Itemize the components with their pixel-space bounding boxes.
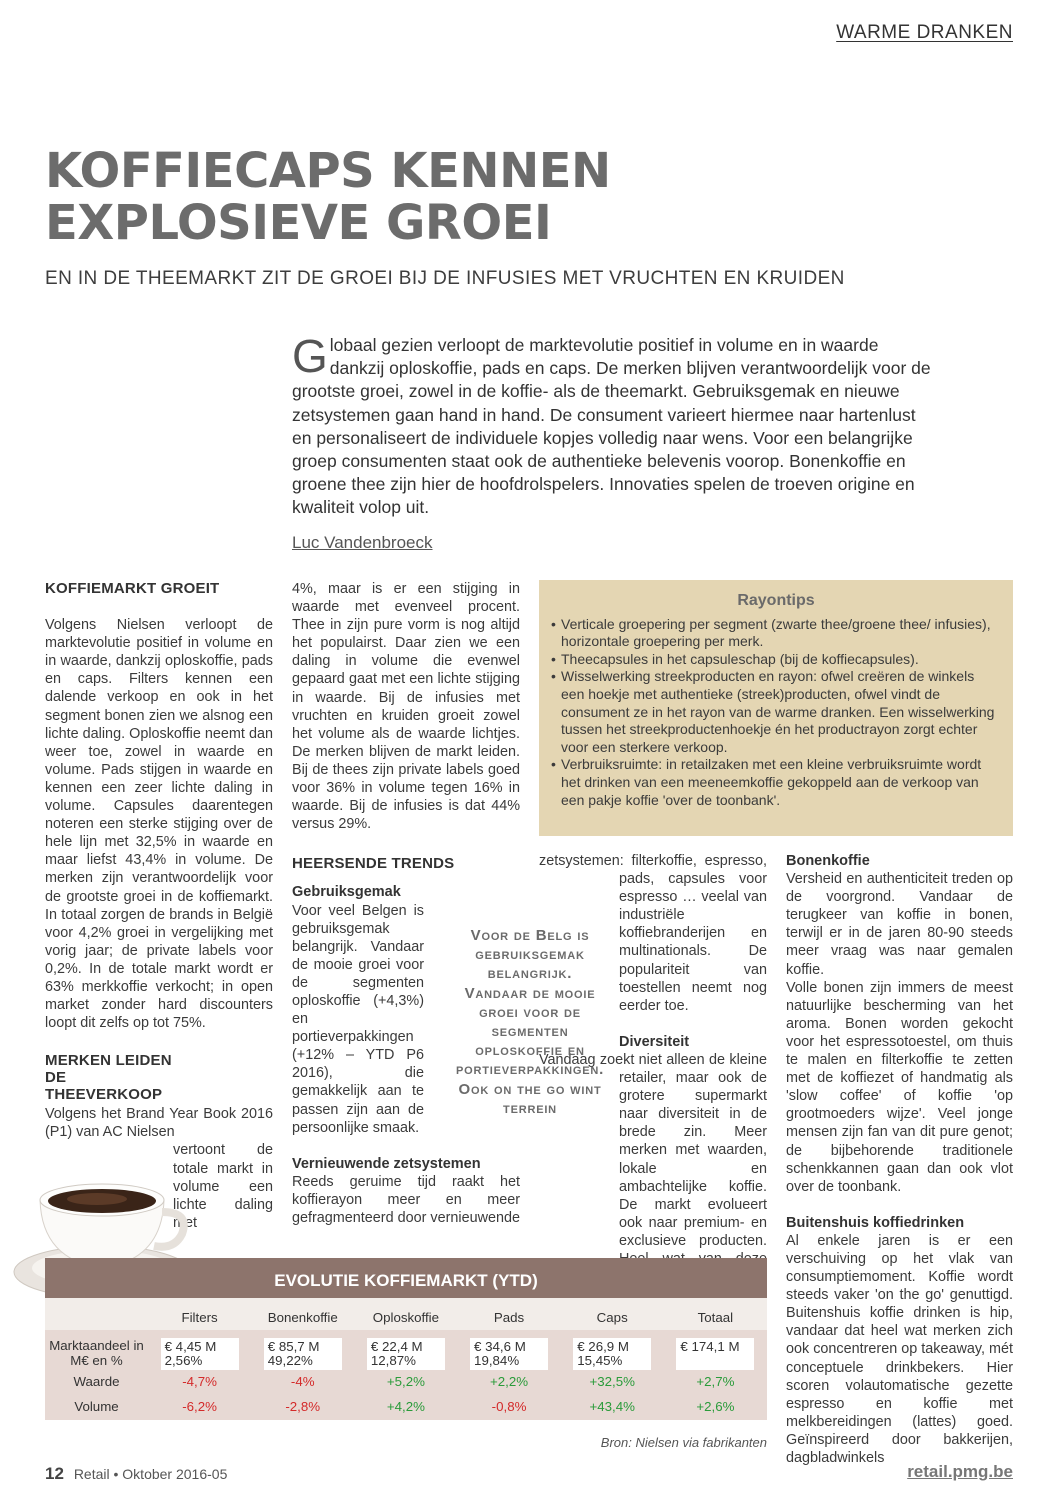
table-cell: -4% [251,1370,354,1395]
table-row [45,1330,767,1370]
footer-left [45,1464,227,1484]
subheading: Vernieuwende zetsystemen [292,1155,481,1172]
column-header: Caps [561,1298,664,1330]
list-item: • Verticale groepering per segment (zwarte thee/groene thee/ infusies), horizontale groepering per merk. [551,616,1001,651]
body-paragraph: Versheid en authenticiteit treden op de voorgrond. Vandaar de terugkeer van koffie in bonen, terwijl er in de jaren 80-90 steeds meer vraag was naar gemalen koffie. [786,871,1013,978]
column-1 [45,580,273,1232]
rayontips-box [539,580,1013,836]
subheading: Buitenshuis koffiedrinken [786,1214,965,1231]
website-link[interactable]: retail.pmg.be [907,1462,1013,1481]
lead-paragraph [292,330,932,520]
title-line-2: EXPLOSIEVE GROEI [45,195,552,251]
column-header: Bonenkoffie [251,1298,354,1330]
table-cell: +43,4% [561,1395,664,1420]
row-label: Volume [45,1395,148,1420]
list-item: • Verbruiksruimte: in retailzaken met een kleine verbruiksruimte wordt het drinken van een meeneemkoffie gekoppeld aan de verkoop van een pakje koffie 'over de toonbank'. [551,756,1001,809]
section-tag: WARME DRANKEN [836,22,1013,43]
rayontips-title: Rayontips [737,592,815,609]
body-paragraph: Vandaag zoekt niet alleen de kleine retailer, maar ook de grotere supermarkt naar diversiteit in de brede zin. Meer merken met waarden, lokale en ambachtelijke koffie. De markt evolueert ook naar premium- en exclusieve producten. [539,1051,767,1249]
table-cell: +2,7% [664,1370,767,1395]
column-header: Filters [148,1298,251,1330]
cell-value: € 22,4 M [370,1339,423,1354]
column-2 [292,580,520,1227]
body-paragraph: Voor veel Belgen is gebruiksgemak belangrijk. Vandaar de mooie groei voor de segmenten oploskoffie (+4,3%) en portieverpakkingen (+12% – YTD P6 2016), die gemakkelijk aan te passen zijn aan de persoonlijke smaak. [292,902,424,1136]
table-cell: -2,8% [251,1395,354,1420]
table-cell: +4,2% [354,1395,457,1420]
column-header: Totaal [664,1298,767,1330]
table-cell: +32,5% [561,1370,664,1395]
cell-percent: 15,45% [577,1353,623,1368]
table-row [45,1370,767,1395]
table-cell [354,1330,457,1370]
table-cell: -4,7% [148,1370,251,1395]
table-title: EVOLUTIE KOFFIEMARKT (YTD) [45,1258,767,1298]
table-cell [664,1330,767,1370]
table-cell: +5,2% [354,1370,457,1395]
body-paragraph: Volgens het Brand Year Book 2016 (P1) van AC Nielsen [45,1106,273,1141]
table-cell: -6,2% [148,1395,251,1420]
coffee-market-table [45,1258,767,1420]
table-cell: +2,6% [664,1395,767,1420]
table-source: Bron: Nielsen via fabrikanten [600,1435,767,1450]
row-label: Waarde [45,1370,148,1395]
body-paragraph: Reeds geruime tijd raakt het koffierayon meer en meer gefragmenteerd door vernieuwende [292,1173,521,1226]
title-line-1: KOFFIECAPS KENNEN [45,143,611,199]
body-paragraph: zetsystemen: filterkoffie, espresso, pads, capsules voor espresso … veelal van industriële koffiebranderijen en multinationals. De populariteit van toestellen neemt nog eerder toe. [539,853,767,1014]
body-paragraph: vertoont de totale markt in volume een lichte daling met [173,1142,273,1231]
table-corner [45,1298,148,1330]
cell-value: € 26,9 M [577,1339,629,1354]
table-cell [148,1330,251,1370]
cell-percent: 49,22% [267,1353,313,1368]
body-paragraph: Volgens Nielsen verloopt de marktevolutie positief in volume en in waarde, dankzij oploskoffie, pads en caps. Filters kennen een dalende verkoop en ook in het segment bonen zien we alsnog een lichte daling. Oploskoffie neemt dan weer toe, zowel in waarde en volume. Pads stijgen in waarde en kennen een zeer lichte daling in volume. Capsules daarentegen noteren een sterke stijging over de hele lijn met 32,5% in waarde en maar liefst 43,4% in volume. De merken zijn verantwoordelijk voor de grootste groei in de koffiemarkt. In totaal zorgen de brands in België voor 4,2% groei in vergelijking met vorig jaar; de private labels voor 0,2%. In de totale markt wordt er 63% merkkoffie verkocht; in open market zonder hard discounters loopt dit zelfs op tot 75%. [45,617,273,1032]
table-cell: +2,2% [457,1370,560,1395]
subtitle: EN IN DE THEEMARKT ZIT DE GROEI BIJ DE INFUSIES MET VRUCHTEN EN KRUIDEN [45,268,845,289]
magazine-issue: Retail • Oktober 2016-05 [73,1466,228,1482]
table-cell [561,1330,664,1370]
column-header: Pads [457,1298,560,1330]
section-heading: KOFFIEMARKT GROEIT [45,580,220,597]
subheading: Gebruiksgemak [292,884,401,901]
section-heading: MERKEN LEIDEN DE THEEVERKOOP [45,1052,172,1104]
list-item: • Wisselwerking streekproducten en rayon: ofwel creëren de winkels een hoekje met authentieke (streek)producten, ofwel vindt de consument ze in het rayon van de warme dranken. Een wisselwerking tussen het streekproductenhoekje én het productrayon zorgt echter voor een sterkere verkoop. [551,668,1001,756]
table-cell: -0,8% [457,1395,560,1420]
page-number: 12 [45,1464,64,1483]
list-item: • Theecapsules in het capsuleschap (bij de koffiecapsules). [551,651,1001,669]
rayontips-list [551,616,1001,810]
section-heading: HEERSENDE TRENDS [292,855,455,873]
page-title [45,145,745,249]
cell-percent: 2,56% [164,1353,203,1368]
cell-value: € 34,6 M [474,1339,526,1354]
subheading: Diversiteit [619,1033,690,1050]
row-label: Marktaandeel in M€ en % [45,1330,148,1370]
subheading: Bonenkoffie [786,853,870,869]
cell-value: € 85,7 M [267,1339,320,1354]
column-header: Oploskoffie [354,1298,457,1330]
drop-cap: G [292,330,328,382]
author-byline: Luc Vandenbroeck [292,533,433,552]
lead-text: lobaal gezien verloopt de marktevolutie positief in volume en in waarde dankzij oploskoffie, pads en caps. De merken blijven verantwoordelijk voor de grootste groei, zowel in de koffie- als de theemarkt. Gebruiksgemak en nieuwe zetsystemen gaan hand in hand. De consument varieert hiermee naar hartenlust en personaliseert de individuele kopjes volledig naar wens. Voor een belangrijke groep consumenten staat ook de authentieke belevenis voorop. Bonenkoffie en groene thee zijn hier de hoofdrolspelers. Innovaties spelen de troeven origine en kwaliteit volop uit. [292,335,931,518]
body-paragraph: Al enkele jaren is er een verschuiving op het vlak van consumptiemoment. Koffie wordt steeds vaker 'on the go' genuttigd. Buitenshuis koffie drinken is hip, vandaar dat heel wat merken zich ook concentreren op takeaway, mét conceptuele drinkbekers. Hier scoren volautomatische gezette espresso en koffie met melkbereidingen (lattes) goed. Geïnspireerd door bakkerijen, dagbladwinkels [786,1232,1013,1466]
table-row [45,1395,767,1420]
body-paragraph: Volle bonen zijn immers de meest natuurlijke bescherming van het aroma. Bonen worden gekocht voor het espressotoestel, om thuis te malen en filterkoffie te zetten met de koffiezet of handmatig als 'slow coffee' of koffie 'op grootmoeders wijze'. Veel jonge mensen zijn fan van dit pure genot; de bijbehorende traditionele schenkkannen gaan dan ook vlot over de toonbank. [786,979,1013,1195]
table-cell [457,1330,560,1370]
cell-value: € 174,1 M [680,1339,740,1354]
cell-value: € 4,45 M [164,1339,217,1354]
cell-percent: 19,84% [474,1353,520,1368]
column-4 [786,852,1013,1467]
table-cell [251,1330,354,1370]
table-header-row [45,1298,767,1330]
cell-percent: 12,87% [370,1353,416,1368]
pull-quote: Voor de Belg is gebruiksgemak belangrijk. Vandaar de mooie groei voor de segmenten oploskoffie en portieverpakkingen. Ook on the go wint terrein [456,927,605,1117]
body-paragraph: 4%, maar is er een stijging in waarde met evenveel procent. Thee in zijn pure vorm is nog altijd het populairst. Daar zien we een daling in volume die evenwel gepaard gaat met een lichte stijging in waarde. Bij de infusies met vruchten en kruiden groeit zowel het volume als de waarde lichtjes. De merken blijven de markt leiden. Bij de thees zijn private labels goed voor 36% in volume tegen 16% in waarde. Bij de infusies is dat 44% versus 29%. [292,581,520,833]
